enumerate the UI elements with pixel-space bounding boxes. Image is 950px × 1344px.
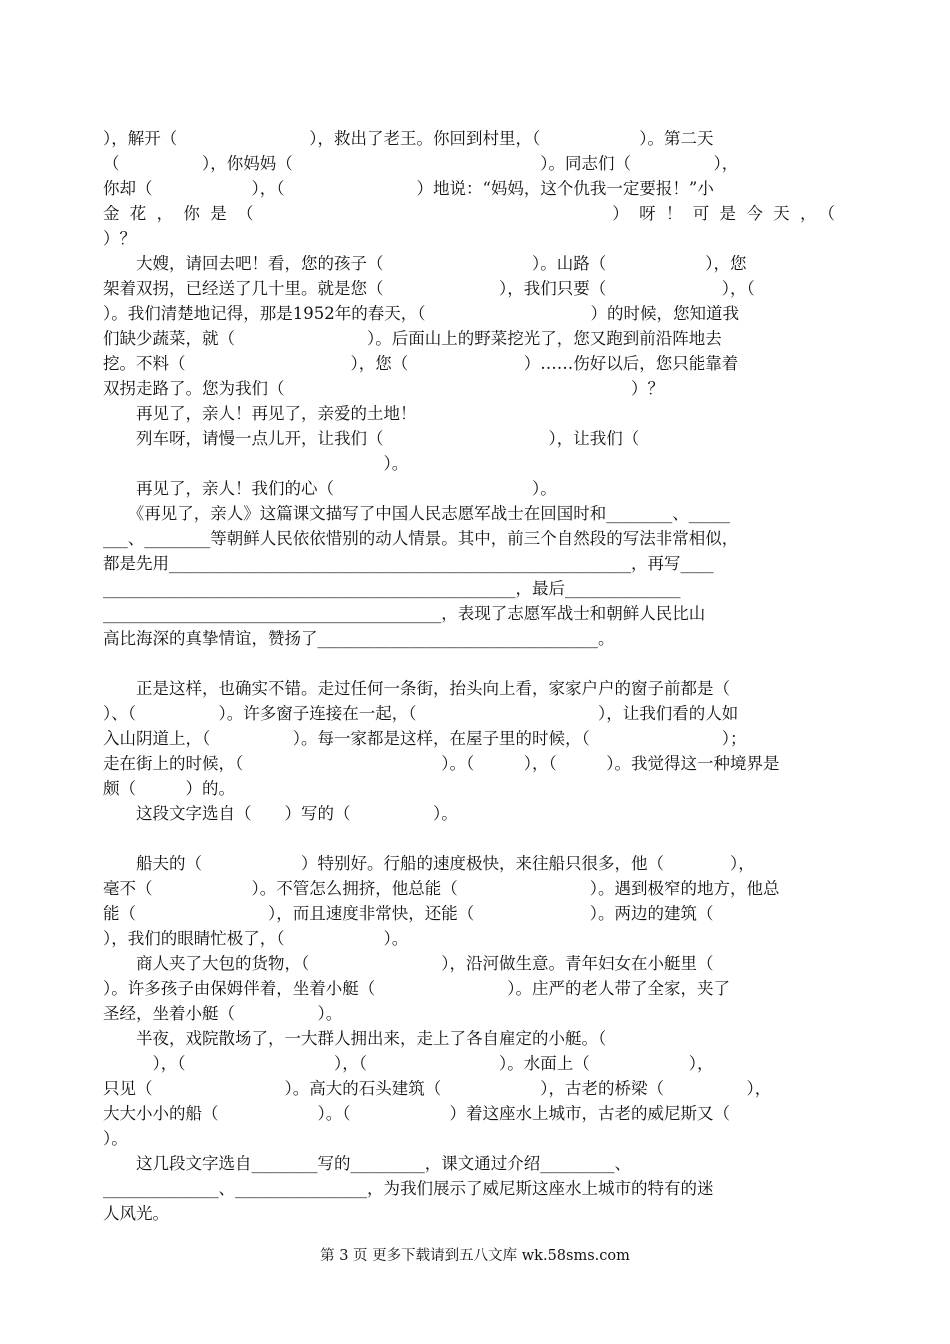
text-line: 大大小小的船（ ）。（ ）着这座水上城市，古老的威尼斯又（: [103, 1104, 730, 1123]
text-line: 架着双拐，已经送了几十里。就是您（ ），我们只要（ ），（: [103, 279, 755, 298]
text-line: ）。: [103, 454, 409, 473]
text-line: ），我们的眼睛忙极了，（ ）。: [103, 929, 409, 948]
text-line: ）。我们清楚地记得，那是1952年的春天，（ ）的时候，您知道我: [103, 304, 739, 323]
text-line: 船夫的（ ）特别好。行船的速度极快，来往船只很多，他（ ），: [103, 854, 755, 873]
text-line: 圣经，坐着小艇（ ）。: [103, 1004, 343, 1023]
page-footer: 第 3 页 更多下载请到五八文库 wk.58sms.com: [320, 1248, 630, 1264]
text-line: 入山阴道上，（ ）。每一家都是这样，在屋子里的时候，（ ）；: [103, 729, 747, 748]
text-line: 商人夹了大包的货物，（ ），沿河做生意。青年妇女在小艇里（: [103, 954, 714, 973]
text-line: ）、（ ）。许多窗子连接在一起，（ ），让我们看的人如: [103, 704, 739, 723]
text-line: （ ），你妈妈（ ）。同志们（ ），: [103, 154, 739, 173]
text-line: 这几段文字选自________写的_________，课文通过介绍_________、: [103, 1154, 631, 1173]
text-line: ）。: [103, 1129, 128, 1148]
text-line: 挖。不料（ ），您（ ）……伤好以后，您只能靠着: [103, 354, 739, 373]
text-line: 人风光。: [103, 1204, 169, 1223]
text-line: __________________________________________________，最后______________: [103, 579, 681, 598]
text-line: 毫不（ ）。不管怎么拥挤，他总能（ ）。遇到极窄的地方，他总: [103, 879, 780, 898]
text-line: 《再见了，亲人》这篇课文描写了中国人民志愿军战士在回国时和________、_____: [103, 504, 730, 523]
text-line: ），解开（ ），救出了老王。你回到村里，（ ）。第二天: [103, 129, 714, 148]
text-line: 高比海深的真挚情谊，赞扬了__________________________________。: [103, 629, 615, 648]
text-line: 走在街上的时候，（ ）。（ ），（ ）。我觉得这一种境界是: [103, 754, 780, 773]
text-line: 你却（ ），（ ）地说：“妈妈，这个仇我一定要报！”小: [103, 179, 714, 198]
text-line: 金花，你是（ ）呀！可是今天，（: [103, 204, 835, 223]
text-line: 们缺少蔬菜，就（ ）。后面山上的野菜挖光了，您又跑到前沿阵地去: [103, 329, 722, 348]
text-line: 半夜，戏院散场了，一大群人拥出来，走上了各自雇定的小艇。（: [103, 1029, 607, 1048]
text-line: 正是这样，也确实不错。走过任何一条街，抬头向上看，家家户户的窗子前都是（: [103, 679, 730, 698]
text-line: ）？: [103, 229, 136, 248]
text-line: ___、________等朝鲜人民依依惜别的动人情景。其中，前三个自然段的写法非常相似，: [103, 529, 739, 548]
text-line: ），（ ），（ ）。水面上（ ），: [103, 1054, 714, 1073]
text-line: ）。许多孩子由保姆伴着，坐着小艇（ ）。庄严的老人带了全家，夹了: [103, 979, 730, 998]
text-line: 再见了，亲人！再见了，亲爱的土地！: [103, 404, 417, 423]
text-line: 都是先用________________________________________________________，再写____: [103, 554, 714, 573]
text-line: 双拐走路了。您为我们（ ）？: [103, 379, 664, 398]
text-line: ______________、________________，为我们展示了威尼斯这座水上城市的特有的迷: [103, 1179, 714, 1198]
text-line: 列车呀，请慢一点儿开，让我们（ ），让我们（: [103, 429, 640, 448]
text-line: 只见（ ）。高大的石头建筑（ ），古老的桥梁（ ），: [103, 1079, 772, 1098]
text-line: 再见了，亲人！我们的心（ ）。: [103, 479, 557, 498]
text-line: 能（ ），而且速度非常快，还能（ ）。两边的建筑（: [103, 904, 714, 923]
text-line: _________________________________________，表现了志愿军战士和朝鲜人民比山: [103, 604, 706, 623]
text-line: 颇（ ）的。: [103, 779, 235, 798]
text-line: 大嫂，请回去吧！看，您的孩子（ ）。山路（ ），您: [103, 254, 747, 273]
text-line: 这段文字选自（ ）写的（ ）。: [103, 804, 458, 823]
